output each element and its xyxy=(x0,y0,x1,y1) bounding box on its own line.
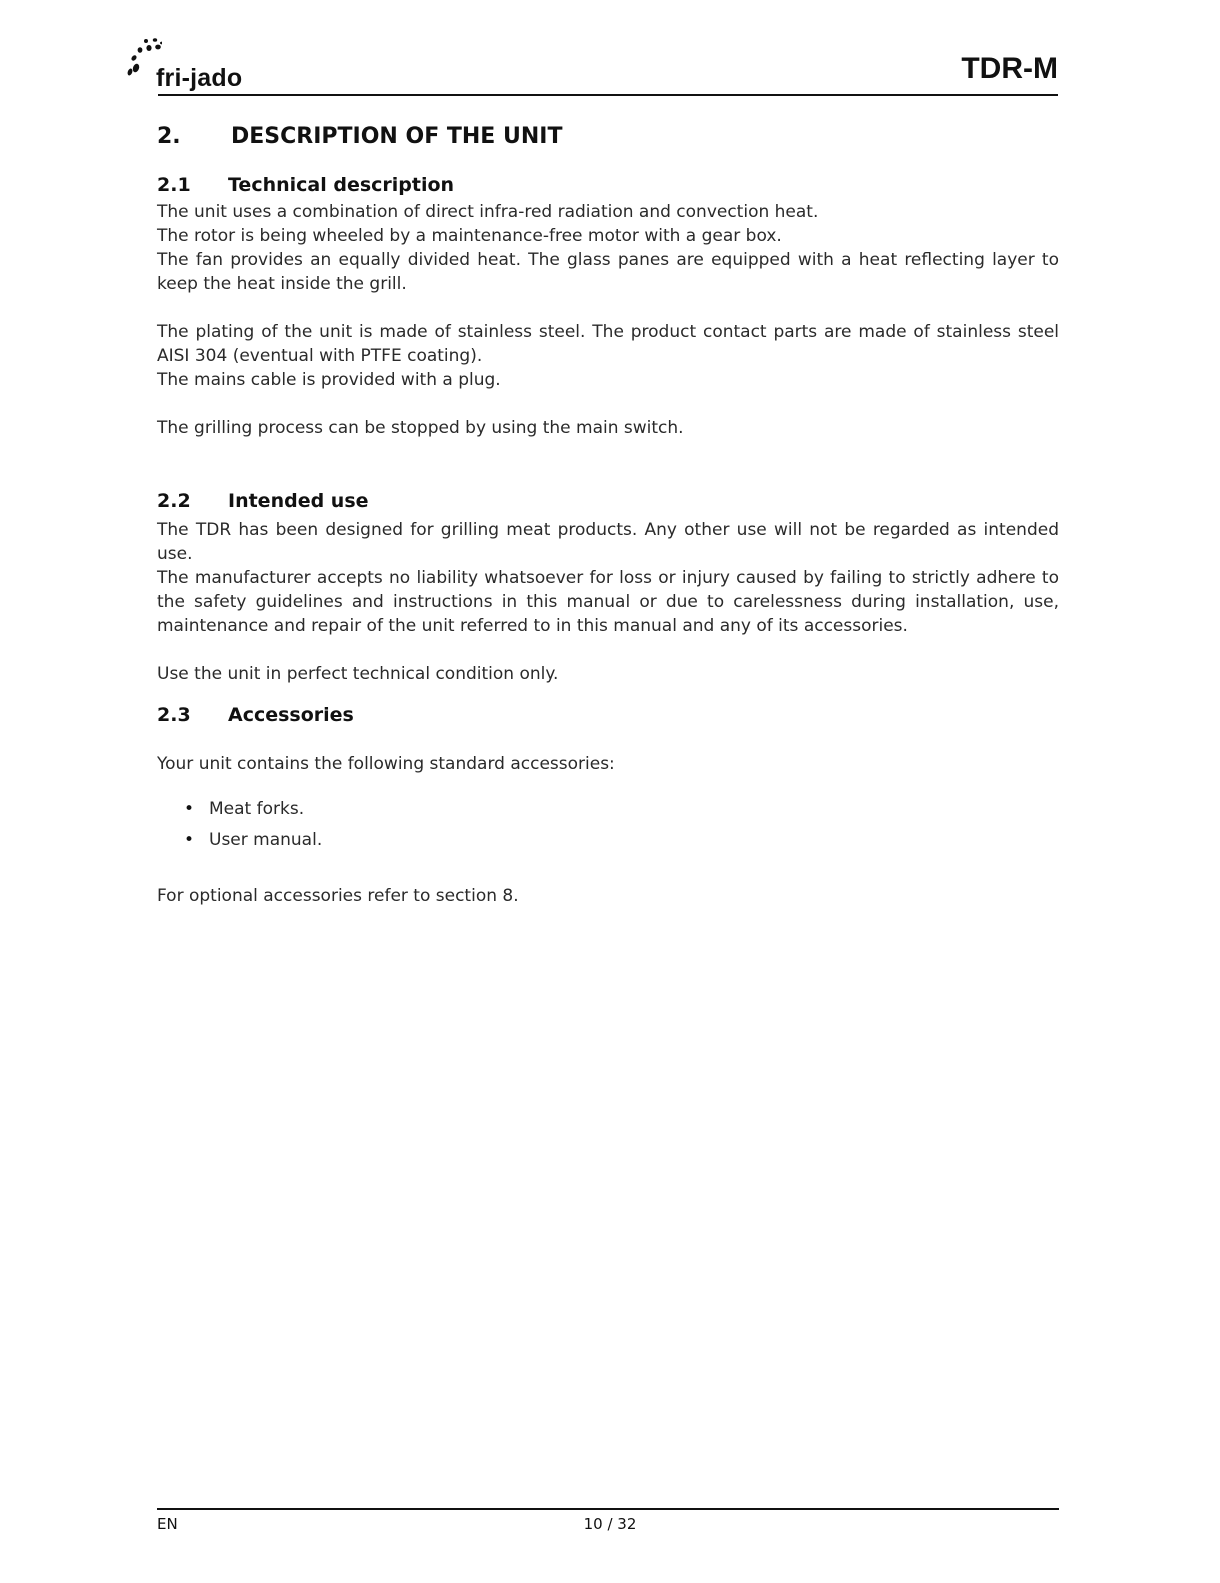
list-item xyxy=(157,825,1059,856)
chapter-number: 2. xyxy=(157,123,181,149)
paragraph: The manufacturer accepts no liability whatsoever for loss or injury caused by failing to strictly adhere to the safety guidelines and instructions in this manual or due to carelessness during installation, use, maintenance and repair of the unit referred to in this manual and any of its accessories. xyxy=(157,568,1059,636)
section-title: Accessories xyxy=(228,704,354,726)
section-number: 2.2 xyxy=(157,490,191,512)
accessories-list xyxy=(157,794,1059,856)
chapter-title: DESCRIPTION OF THE UNIT xyxy=(231,123,563,149)
section-title: Intended use xyxy=(228,490,369,512)
footer-divider xyxy=(157,1508,1059,1510)
page-number: 10 / 32 xyxy=(583,1515,637,1533)
paragraph: Use the unit in perfect technical condition only. xyxy=(157,664,559,684)
footer-language: EN xyxy=(157,1515,178,1533)
list-item-text: Meat forks. xyxy=(209,799,305,819)
paragraph: For optional accessories refer to section 8. xyxy=(157,886,519,906)
section-heading-technical xyxy=(157,170,1059,200)
list-item xyxy=(157,794,1059,825)
paragraph: The unit uses a combination of direct infra-red radiation and convection heat. xyxy=(157,202,819,222)
page-content xyxy=(157,116,1059,908)
paragraph: The mains cable is provided with a plug. xyxy=(157,370,501,390)
paragraph: The grilling process can be stopped by using the main switch. xyxy=(157,418,684,438)
chapter-heading xyxy=(157,116,1059,156)
section-number: 2.1 xyxy=(157,174,191,196)
paragraph: The rotor is being wheeled by a maintenance-free motor with a gear box. xyxy=(157,226,782,246)
bullet-icon: • xyxy=(183,830,195,850)
page-header xyxy=(122,30,1058,96)
paragraph: The fan provides an equally divided heat. The glass panes are equipped with a heat reflecting layer to keep the heat inside the grill. xyxy=(157,250,1059,294)
bullet-icon: • xyxy=(183,799,195,819)
paragraph: Your unit contains the following standard accessories: xyxy=(157,754,615,774)
section-title: Technical description xyxy=(228,174,455,196)
paragraph: The TDR has been designed for grilling meat products. Any other use will not be regarded as intended use. xyxy=(157,520,1059,564)
document-code: TDR-M xyxy=(961,52,1058,85)
fri-jado-logo xyxy=(122,36,272,92)
list-item-text: User manual. xyxy=(209,830,323,850)
logo-wordmark: fri-jado xyxy=(156,64,243,92)
section-heading-accessories xyxy=(157,700,1059,730)
paragraph: The plating of the unit is made of stainless steel. The product contact parts are made of stainless steel AISI 304 (eventual with PTFE coating). xyxy=(157,322,1059,366)
section-heading-intended-use xyxy=(157,484,1059,518)
header-divider xyxy=(158,94,1058,96)
section-number: 2.3 xyxy=(157,704,191,726)
